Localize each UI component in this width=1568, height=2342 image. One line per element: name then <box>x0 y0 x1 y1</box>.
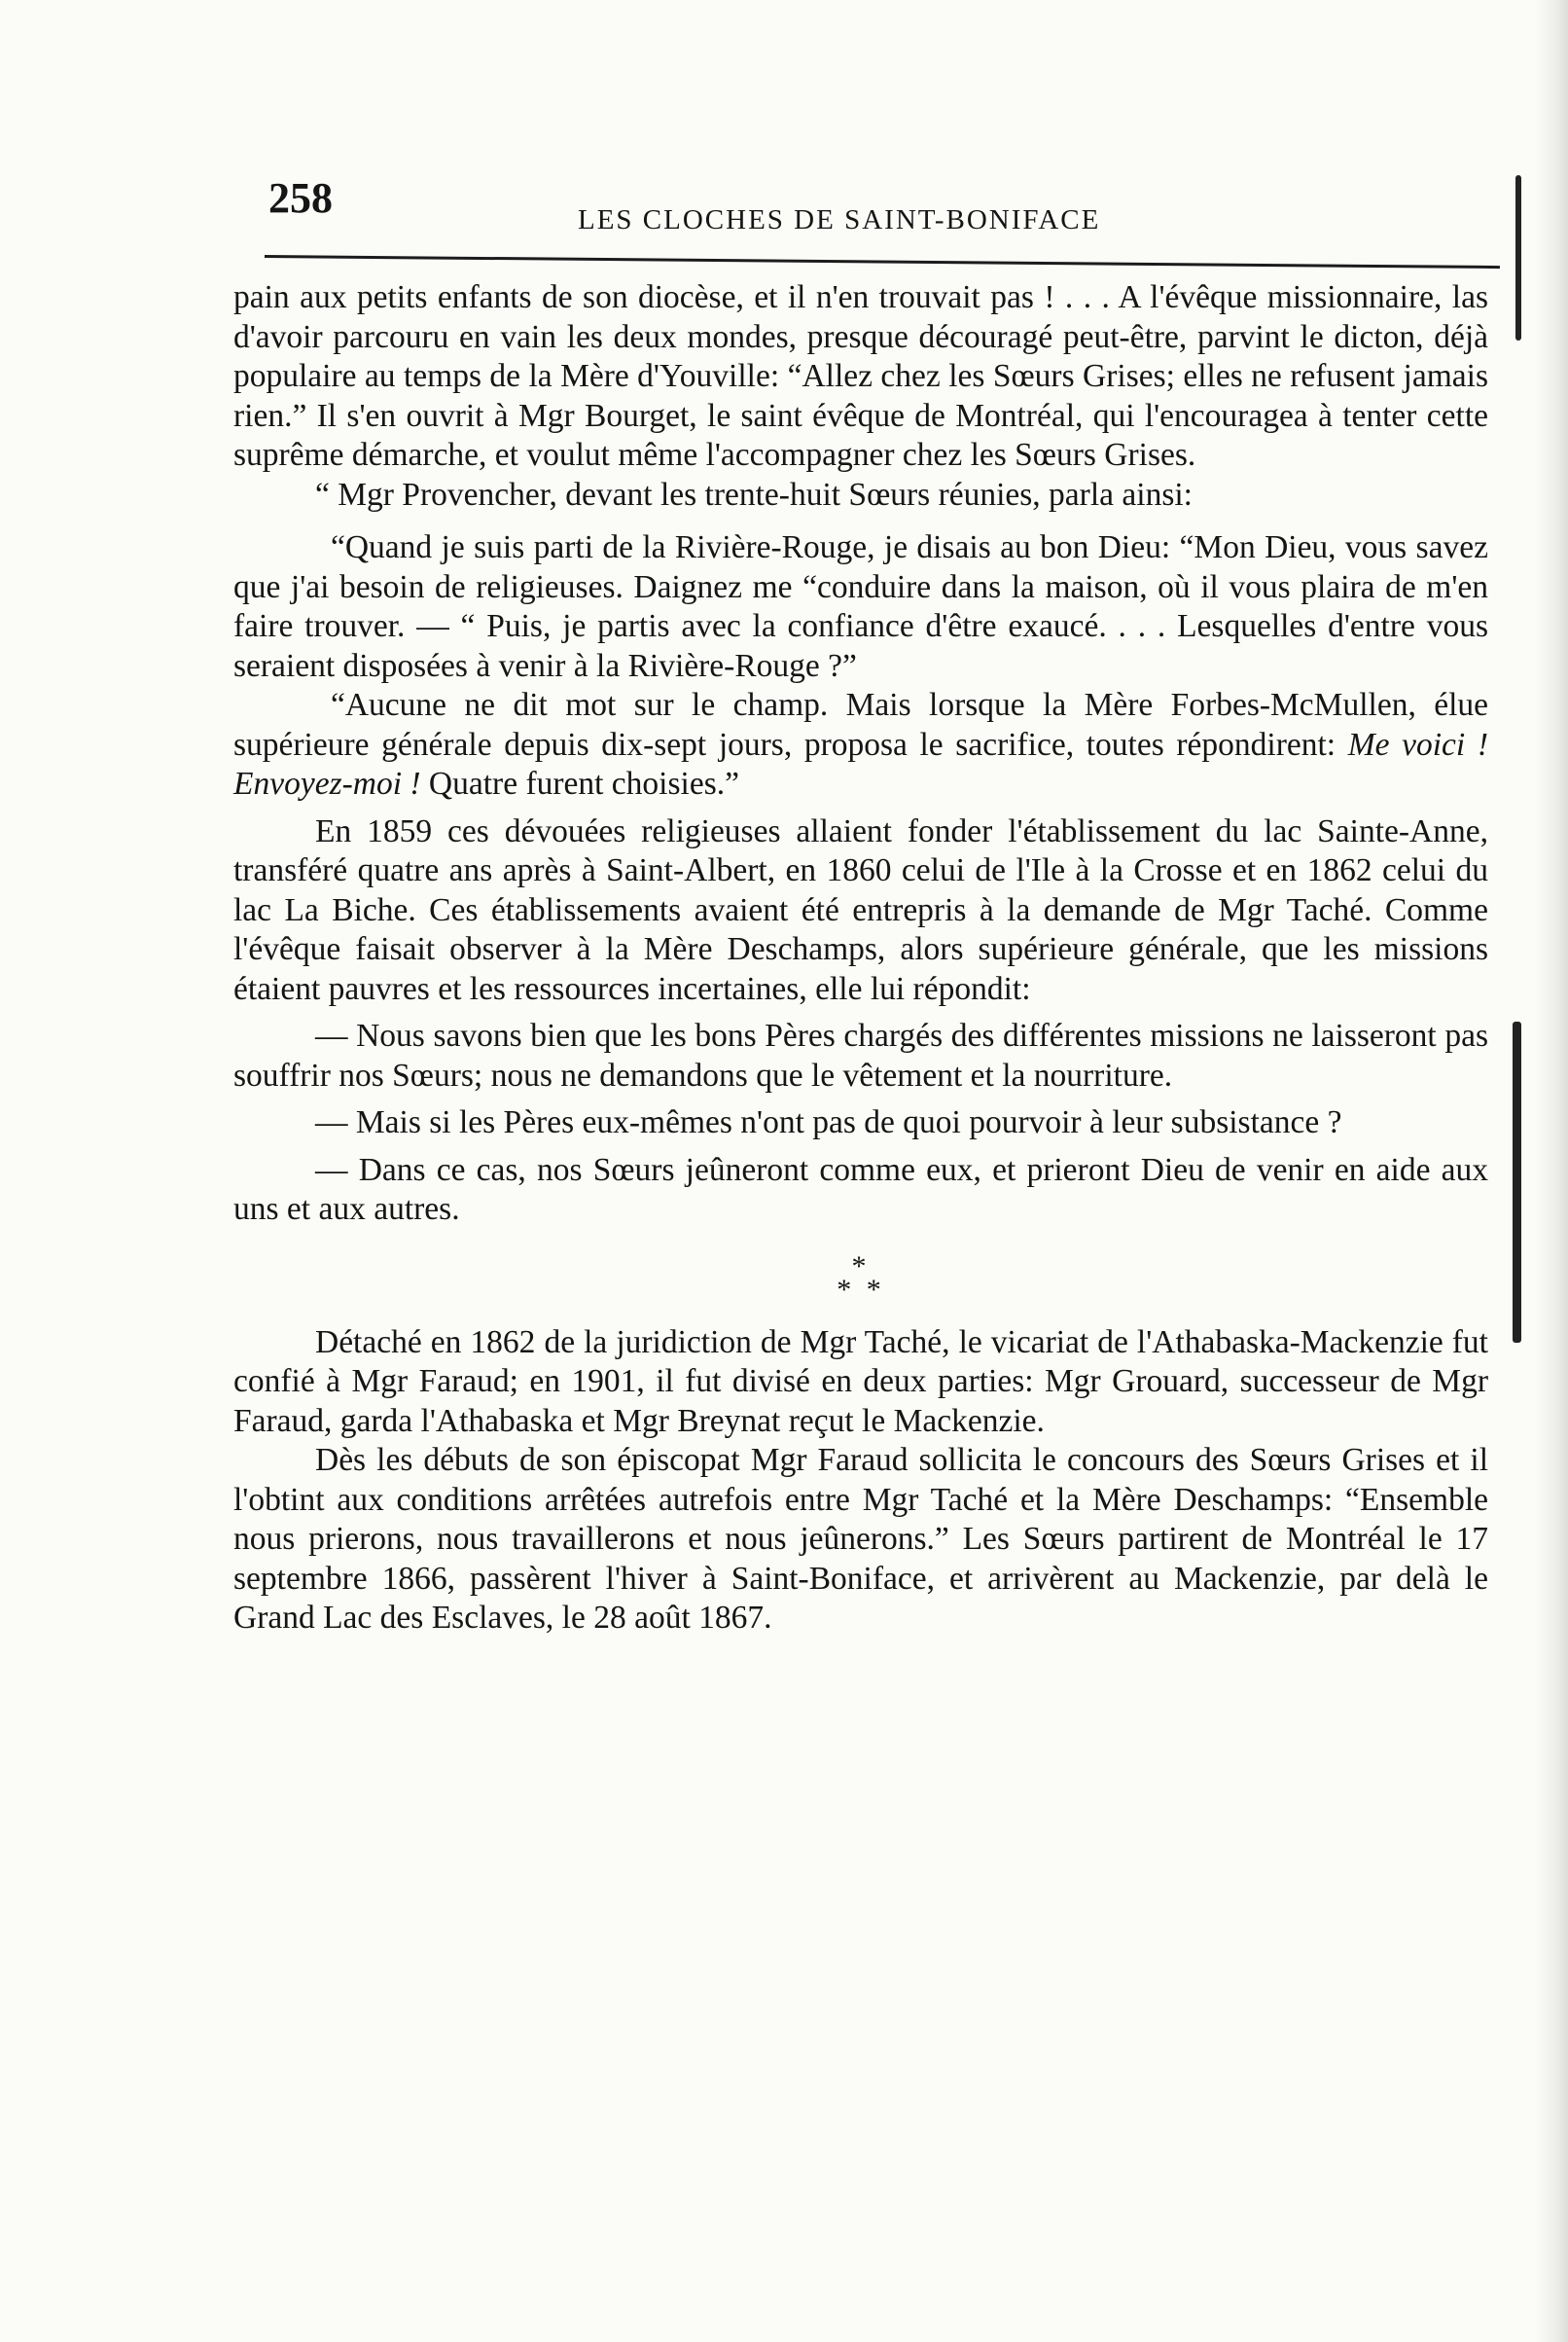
page-number: 258 <box>268 174 333 222</box>
binding-mark <box>1513 1022 1521 1343</box>
paragraph-text: Quatre furent choisies.” <box>420 766 739 802</box>
quoted-paragraph: “Quand je suis parti de la Rivière-Rouge, je disais au bon Dieu: “Mon Dieu, vous savez que j'ai besoin de religieuses. Daignez me “conduire dans la maison, où il vous plaira de m'en faire trouver. — “ Puis, je partis avec la confiance d'être exaucé. . . . Lesquelles d'entre vous seraient disposées à venir à la Rivière-Rouge ?” <box>233 529 1488 684</box>
page-edge-shadow <box>1535 0 1568 2342</box>
section-separator <box>233 1249 1488 1306</box>
running-title: LES CLOCHES DE SAINT-BONIFACE <box>578 204 1101 235</box>
paragraph: pain aux petits enfants de son diocèse, et il n'en trouvait pas ! . . . A l'évêque missionnaire, las d'avoir parcouru en vain les deux mondes, presque découragé peut-être, parvint le dicton, déjà populaire au temps de la Mère d'Youville: “Allez chez les Sœurs Grises; elles ne refusent jamais rien.” Il s'en ouvrit à Mgr Bourget, le saint évêque de Montréal, qui l'encouragea à tenter cette suprême démarche, et voulut même l'accompagner chez les Sœurs Grises. <box>233 279 1488 473</box>
quoted-paragraph <box>233 686 1488 805</box>
paragraph: En 1859 ces dévouées religieuses allaient fonder l'établissement du lac Sainte-Anne, transféré quatre ans après à Saint-Albert, en 1860 celui de l'Ile à la Crosse et en 1862 celui du lac La Biche. Ces établissements avaient été entrepris à la demande de Mgr Taché. Comme l'évêque faisait observer à la Mère Deschamps, alors supérieure générale, que les missions étaient pauvres et les ressources incertaines, elle lui répondit: <box>233 812 1488 1007</box>
asterism-bottom: * * <box>837 1273 885 1306</box>
emphasis-text: Me voici ! Envoyez-moi ! <box>233 726 1488 802</box>
paragraph: Dès les débuts de son épiscopat Mgr Faraud sollicita le concours des Sœurs Grises et il l'obtint aux conditions arrêtées autrefois entre Mgr Taché et la Mère Deschamps: “Ensemble nous prierons, nous travaillerons et nous jeûnerons.” Les Sœurs partirent de Montréal le 17 septembre 1866, passèrent l'hiver à Saint-Boniface, et arrivèrent au Mackenzie, par delà le Grand Lac des Esclaves, le 28 août 1867. <box>233 1442 1488 1636</box>
paragraph: Détaché en 1862 de la juridiction de Mgr Taché, le vicariat de l'Athabaska-Mackenzie fut confié à Mgr Faraud; en 1901, il fut divisé en deux parties: Mgr Grouard, successeur de Mgr Faraud, garda l'Athabaska et Mgr Breynat reçut le Mackenzie. <box>233 1323 1488 1439</box>
paragraph: “ Mgr Provencher, devant les trente-huit Sœurs réunies, parla ainsi: <box>315 476 1193 513</box>
header-rule <box>265 255 1500 269</box>
dialogue-line: — Dans ce cas, nos Sœurs jeûneront comme eux, et prieront Dieu de venir en aide aux uns et aux autres. <box>233 1151 1488 1227</box>
binding-mark <box>1515 175 1521 341</box>
dialogue-line: — Mais si les Pères eux-mêmes n'ont pas de quoi pourvoir à leur subsistance ? <box>315 1104 1342 1140</box>
asterism-top: * <box>851 1249 871 1282</box>
body-text <box>233 278 1488 1639</box>
paragraph-text: “Aucune ne dit mot sur le champ. Mais lorsque la Mère Forbes-McMullen, élue supérieure générale depuis dix-sept jours, proposa le sacrifice, toutes répondirent: <box>233 687 1488 763</box>
page-header <box>268 173 1241 241</box>
dialogue-line: — Nous savons bien que les bons Pères chargés des différentes missions ne laisseront pas souffrir nos Sœurs; nous ne demandons que le vêtement et la nourriture. <box>233 1018 1488 1094</box>
